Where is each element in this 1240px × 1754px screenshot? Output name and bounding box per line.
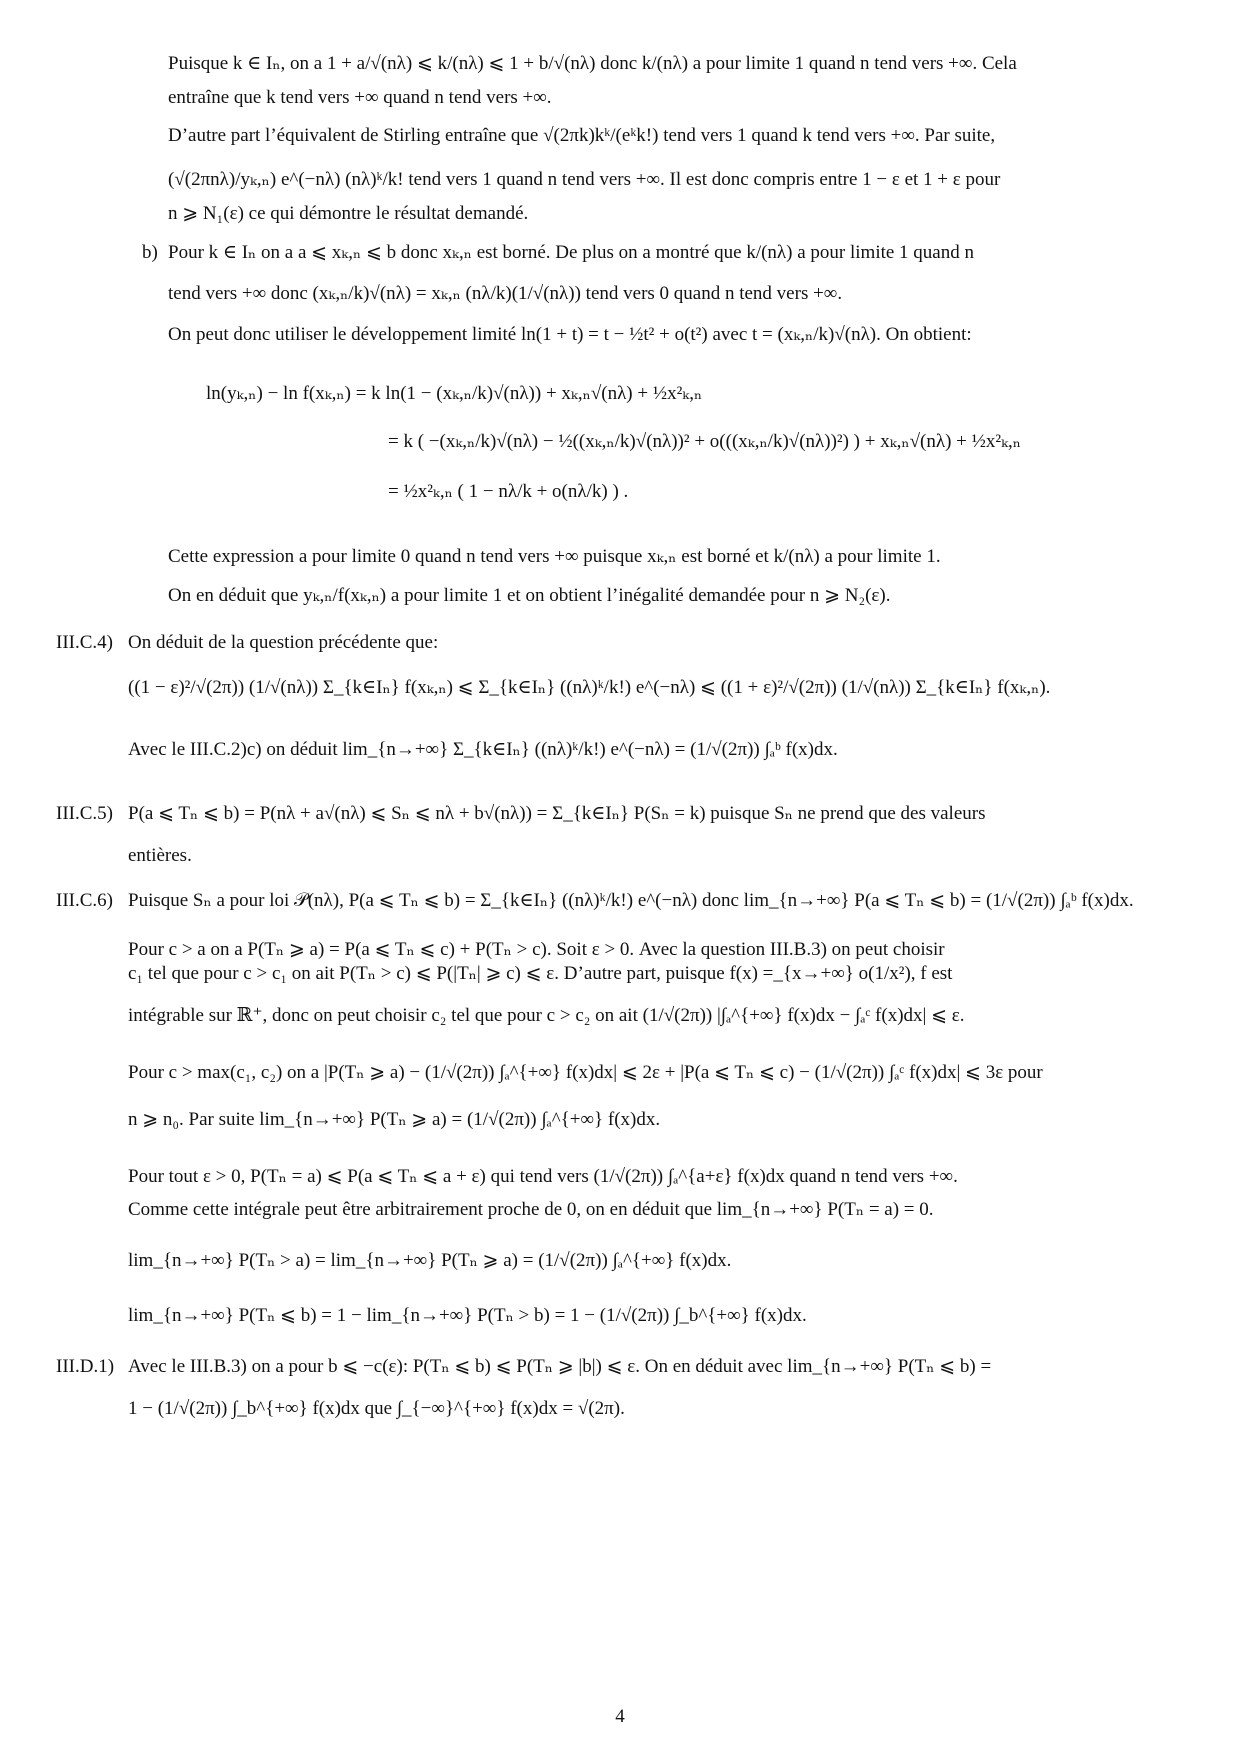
section-label: III.C.4) (56, 632, 113, 653)
text-line: entières. (128, 845, 192, 866)
text-line: entraîne que k tend vers +∞ quand n tend vers +∞. (168, 87, 552, 108)
section-label: III.C.5) (56, 803, 113, 824)
page-number: 4 (615, 1706, 625, 1727)
text-line: n ⩾ N₁(ε) ce qui démontre le résultat demandé. (168, 203, 529, 224)
item-label: b) (142, 242, 158, 263)
text-line: D’autre part l’équivalent de Stirling entraîne que √(2πk)kᵏ/(eᵏk!) tend vers 1 quand k tend vers +∞. Par suite, (168, 125, 996, 146)
equation-line: lim_{n→+∞} P(Tₙ > a) = lim_{n→+∞} P(Tₙ ⩾ a) = (1/√(2π)) ∫ₐ^{+∞} f(x)dx. (128, 1250, 732, 1271)
text-line: intégrable sur ℝ⁺, donc on peut choisir c₂ tel que pour c > c₂ on ait (1/√(2π)) |∫ₐ^{+∞} f(x)dx − ∫ₐᶜ f(x)dx| ⩽ ε. (128, 1005, 965, 1026)
text-line: Pour c > max(c₁, c₂) on a |P(Tₙ ⩾ a) − (1/√(2π)) ∫ₐ^{+∞} f(x)dx| ⩽ 2ε + |P(a ⩽ Tₙ ⩽ c) − (1/√(2π)) ∫ₐᶜ f(x)dx| ⩽ 3ε pour (128, 1062, 1043, 1083)
text-line: Avec le III.B.3) on a pour b ⩽ −c(ε): P(Tₙ ⩽ b) ⩽ P(Tₙ ⩾ |b|) ⩽ ε. On en déduit avec lim_{n→+∞} P(Tₙ ⩽ b) = (128, 1356, 992, 1377)
text-line: Cette expression a pour limite 0 quand n tend vers +∞ puisque xₖ,ₙ est borné et k/(nλ) a pour limite 1. (168, 546, 941, 567)
equation-line: ln(yₖ,ₙ) − ln f(xₖ,ₙ) = k ln(1 − (xₖ,ₙ/k)√(nλ)) + xₖ,ₙ√(nλ) + ½x²ₖ,ₙ (206, 383, 703, 404)
text-line: Puisque Sₙ a pour loi 𝒫(nλ), P(a ⩽ Tₙ ⩽ b) = Σ_{k∈Iₙ} ((nλ)ᵏ/k!) e^(−nλ) donc lim_{n→+∞} P(a ⩽ Tₙ ⩽ b) = (1/√(2π)) ∫ₐᵇ f(x)dx. (128, 890, 1134, 911)
equation-line: ((1 − ε)²/√(2π)) (1/√(nλ)) Σ_{k∈Iₙ} f(xₖ,ₙ) ⩽ Σ_{k∈Iₙ} ((nλ)ᵏ/k!) e^(−nλ) ⩽ ((1 + ε)²/√(2π)) (1/√(nλ)) Σ_{k∈Iₙ} f(xₖ,ₙ). (128, 677, 1051, 698)
equation-line: = k ( −(xₖ,ₙ/k)√(nλ) − ½((xₖ,ₙ/k)√(nλ))² + o(((xₖ,ₙ/k)√(nλ))²) ) + xₖ,ₙ√(nλ) + ½x²ₖ,ₙ (388, 431, 1021, 452)
text-line: Puisque k ∈ Iₙ, on a 1 + a/√(nλ) ⩽ k/(nλ) ⩽ 1 + b/√(nλ) donc k/(nλ) a pour limite 1 quand n tend vers +∞. Cela (168, 53, 1017, 74)
section-label: III.C.6) (56, 890, 113, 911)
equation-line: lim_{n→+∞} P(Tₙ ⩽ b) = 1 − lim_{n→+∞} P(Tₙ > b) = 1 − (1/√(2π)) ∫_b^{+∞} f(x)dx. (128, 1305, 807, 1326)
text-line: On peut donc utiliser le développement limité ln(1 + t) = t − ½t² + o(t²) avec t = (xₖ,ₙ/k)√(nλ). On obtient: (168, 324, 972, 345)
text-line: Pour k ∈ Iₙ on a a ⩽ xₖ,ₙ ⩽ b donc xₖ,ₙ est borné. De plus on a montré que k/(nλ) a pour limite 1 quand n (168, 242, 974, 263)
text-line: On déduit de la question précédente que: (128, 632, 439, 653)
text-line: On en déduit que yₖ,ₙ/f(xₖ,ₙ) a pour limite 1 et on obtient l’inégalité demandée pour n ⩾ N₂(ε). (168, 585, 891, 606)
text-line: 1 − (1/√(2π)) ∫_b^{+∞} f(x)dx que ∫_{−∞}^{+∞} f(x)dx = √(2π). (128, 1398, 625, 1419)
text-line: n ⩾ n₀. Par suite lim_{n→+∞} P(Tₙ ⩾ a) = (1/√(2π)) ∫ₐ^{+∞} f(x)dx. (128, 1109, 661, 1130)
text-line: (√(2πnλ)/yₖ,ₙ) e^(−nλ) (nλ)ᵏ/k! tend vers 1 quand n tend vers +∞. Il est donc compris entre 1 − ε et 1 + ε pour (168, 169, 1001, 190)
text-line: Pour tout ε > 0, P(Tₙ = a) ⩽ P(a ⩽ Tₙ ⩽ a + ε) qui tend vers (1/√(2π)) ∫ₐ^{a+ε} f(x)dx quand n tend vers +∞. (128, 1166, 958, 1187)
equation-line: = ½x²ₖ,ₙ ( 1 − nλ/k + o(nλ/k) ) . (388, 481, 629, 502)
text-line: Avec le III.C.2)c) on déduit lim_{n→+∞} Σ_{k∈Iₙ} ((nλ)ᵏ/k!) e^(−nλ) = (1/√(2π)) ∫ₐᵇ f(x)dx. (128, 739, 838, 760)
text-line: Pour c > a on a P(Tₙ ⩾ a) = P(a ⩽ Tₙ ⩽ c) + P(Tₙ > c). Soit ε > 0. Avec la question III.B.3) on peut choisir (128, 939, 945, 960)
text-line: Comme cette intégrale peut être arbitrairement proche de 0, on en déduit que lim_{n→+∞} P(Tₙ = a) = 0. (128, 1199, 934, 1220)
text-line: P(a ⩽ Tₙ ⩽ b) = P(nλ + a√(nλ) ⩽ Sₙ ⩽ nλ + b√(nλ)) = Σ_{k∈Iₙ} P(Sₙ = k) puisque Sₙ ne prend que des valeurs (128, 803, 986, 824)
text-line: c₁ tel que pour c > c₁ on ait P(Tₙ > c) ⩽ P(|Tₙ| ⩾ c) ⩽ ε. D’autre part, puisque f(x) =_{x→+∞} o(1/x²), f est (128, 963, 953, 984)
section-label: III.D.1) (56, 1356, 115, 1377)
text-line: tend vers +∞ donc (xₖ,ₙ/k)√(nλ) = xₖ,ₙ (nλ/k)(1/√(nλ)) tend vers 0 quand n tend vers +∞. (168, 283, 843, 304)
